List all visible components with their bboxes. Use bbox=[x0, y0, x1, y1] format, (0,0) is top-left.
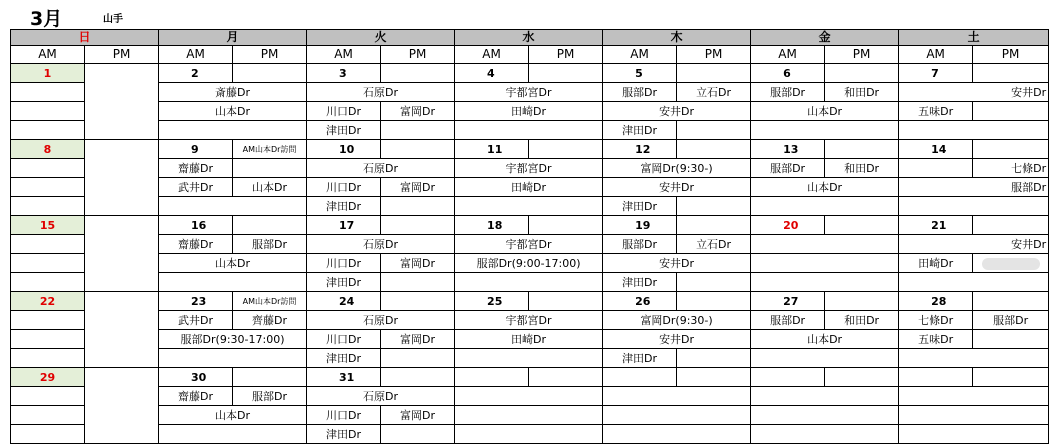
weekday-header: 月 bbox=[159, 30, 307, 46]
sunday-am-cell bbox=[11, 197, 85, 216]
date-pm-cell bbox=[381, 292, 455, 311]
doctor-day-cell: 石原Dr bbox=[307, 387, 455, 406]
sunday-am-cell bbox=[11, 159, 85, 178]
am-header: AM bbox=[11, 46, 85, 64]
doctor-day-cell: 石原Dr bbox=[307, 159, 455, 178]
doctor-am-cell: 服部Dr bbox=[751, 83, 825, 102]
am-header: AM bbox=[159, 46, 233, 64]
doctor-am-cell: 津田Dr bbox=[307, 273, 381, 292]
date-pm-cell bbox=[529, 140, 603, 159]
date-pm-cell: AM山本Dr訪問 bbox=[233, 292, 307, 311]
schedule-table bbox=[10, 29, 1049, 444]
redacted-mark bbox=[982, 258, 1040, 270]
sunday-pm-cell bbox=[85, 64, 159, 140]
pm-header: PM bbox=[529, 46, 603, 64]
date-cell: 17 bbox=[307, 216, 381, 235]
doctor-pm-cell bbox=[677, 273, 751, 292]
date-pm-cell bbox=[529, 368, 603, 387]
date-cell: 20 bbox=[751, 216, 825, 235]
sunday-am-cell bbox=[11, 349, 85, 368]
location-label: 山手 bbox=[103, 14, 123, 25]
doctor-row bbox=[11, 235, 1049, 254]
doctor-pm-cell bbox=[677, 349, 751, 368]
doctor-day-cell: 田崎Dr bbox=[455, 330, 603, 349]
date-pm-cell bbox=[381, 216, 455, 235]
doctor-day-cell bbox=[603, 387, 751, 406]
doctor-day-cell: 富岡Dr(9:30-) bbox=[603, 159, 751, 178]
doctor-day-cell: 山本Dr bbox=[159, 406, 307, 425]
doctor-row bbox=[11, 121, 1049, 140]
doctor-am-cell: 津田Dr bbox=[603, 273, 677, 292]
doctor-pm-cell bbox=[381, 349, 455, 368]
ampm-header-row bbox=[11, 46, 1049, 64]
doctor-row bbox=[11, 254, 1049, 273]
sunday-am-cell bbox=[11, 83, 85, 102]
am-header: AM bbox=[751, 46, 825, 64]
doctor-day-cell bbox=[455, 121, 603, 140]
doctor-day-cell bbox=[751, 121, 899, 140]
doctor-am-cell: 武井Dr bbox=[159, 178, 233, 197]
date-cell: 2 bbox=[159, 64, 233, 83]
date-cell: 24 bbox=[307, 292, 381, 311]
doctor-pm-cell bbox=[677, 121, 751, 140]
date-cell: 26 bbox=[603, 292, 677, 311]
doctor-day-cell bbox=[751, 235, 899, 254]
date-cell: 19 bbox=[603, 216, 677, 235]
doctor-pm-cell: 齊藤Dr bbox=[233, 311, 307, 330]
doctor-day-cell: 安井Dr bbox=[899, 83, 1049, 102]
doctor-am-cell: 津田Dr bbox=[603, 121, 677, 140]
doctor-am-cell: 五味Dr bbox=[899, 330, 973, 349]
date-cell: 7 bbox=[899, 64, 973, 83]
doctor-row bbox=[11, 387, 1049, 406]
date-cell: 9 bbox=[159, 140, 233, 159]
sunday-am-cell bbox=[11, 254, 85, 273]
doctor-pm-cell bbox=[381, 273, 455, 292]
doctor-pm-cell: 和田Dr bbox=[825, 159, 899, 178]
doctor-am-cell: 川口Dr bbox=[307, 102, 381, 121]
doctor-row bbox=[11, 178, 1049, 197]
doctor-pm-cell: 立石Dr bbox=[677, 235, 751, 254]
doctor-pm-cell: 和田Dr bbox=[825, 83, 899, 102]
date-pm-cell bbox=[825, 368, 899, 387]
date-pm-cell bbox=[677, 292, 751, 311]
date-cell: 10 bbox=[307, 140, 381, 159]
doctor-am-cell: 服部Dr bbox=[751, 311, 825, 330]
doctor-day-cell bbox=[751, 387, 899, 406]
doctor-row bbox=[11, 406, 1049, 425]
weekday-header: 金 bbox=[751, 30, 899, 46]
doctor-pm-cell bbox=[973, 330, 1049, 349]
date-pm-cell bbox=[233, 368, 307, 387]
doctor-row bbox=[11, 273, 1049, 292]
doctor-am-cell: 津田Dr bbox=[307, 425, 381, 444]
doctor-day-cell bbox=[751, 273, 899, 292]
sunday-am-cell bbox=[11, 235, 85, 254]
date-pm-cell bbox=[973, 292, 1049, 311]
doctor-day-cell bbox=[159, 121, 307, 140]
date-pm-cell bbox=[381, 64, 455, 83]
date-row bbox=[11, 64, 1049, 83]
doctor-am-cell: 齋藤Dr bbox=[159, 387, 233, 406]
date-row bbox=[11, 140, 1049, 159]
doctor-am-cell: 津田Dr bbox=[307, 197, 381, 216]
doctor-day-cell bbox=[603, 406, 751, 425]
doctor-day-cell: 山本Dr bbox=[751, 102, 899, 121]
date-pm-cell bbox=[529, 216, 603, 235]
doctor-pm-cell: 富岡Dr bbox=[381, 330, 455, 349]
doctor-am-cell: 川口Dr bbox=[307, 254, 381, 273]
date-cell: 16 bbox=[159, 216, 233, 235]
doctor-pm-cell bbox=[973, 254, 1049, 273]
date-cell bbox=[603, 368, 677, 387]
date-cell-sunday: 8 bbox=[11, 140, 85, 159]
sunday-am-cell bbox=[11, 273, 85, 292]
date-cell: 18 bbox=[455, 216, 529, 235]
am-header: AM bbox=[603, 46, 677, 64]
am-header: AM bbox=[899, 46, 973, 64]
doctor-pm-cell: 山本Dr bbox=[233, 178, 307, 197]
sunday-am-cell bbox=[11, 425, 85, 444]
doctor-am-cell: 津田Dr bbox=[307, 121, 381, 140]
doctor-pm-cell: 富岡Dr bbox=[381, 102, 455, 121]
doctor-day-cell bbox=[899, 121, 1049, 140]
pm-header: PM bbox=[677, 46, 751, 64]
weekday-header: 日 bbox=[11, 30, 159, 46]
doctor-day-cell: 斎藤Dr bbox=[159, 83, 307, 102]
doctor-pm-cell: 服部Dr bbox=[973, 311, 1049, 330]
am-header: AM bbox=[455, 46, 529, 64]
date-pm-cell bbox=[825, 140, 899, 159]
doctor-day-cell bbox=[751, 197, 899, 216]
doctor-day-cell bbox=[751, 425, 899, 444]
doctor-day-cell bbox=[899, 425, 1049, 444]
doctor-day-cell: 宇都宮Dr bbox=[455, 311, 603, 330]
doctor-day-cell bbox=[603, 425, 751, 444]
date-cell: 12 bbox=[603, 140, 677, 159]
doctor-pm-cell: 富岡Dr bbox=[381, 178, 455, 197]
sunday-pm-cell bbox=[85, 216, 159, 292]
pm-header: PM bbox=[973, 46, 1049, 64]
date-cell: 3 bbox=[307, 64, 381, 83]
doctor-pm-cell: 服部Dr bbox=[233, 235, 307, 254]
sunday-am-cell bbox=[11, 121, 85, 140]
sunday-am-cell bbox=[11, 102, 85, 121]
doctor-day-cell: 安井Dr bbox=[603, 330, 751, 349]
doctor-pm-cell bbox=[973, 102, 1049, 121]
doctor-day-cell: 服部Dr(9:30-17:00) bbox=[159, 330, 307, 349]
date-cell: 25 bbox=[455, 292, 529, 311]
doctor-am-cell: 川口Dr bbox=[307, 330, 381, 349]
date-cell: 31 bbox=[307, 368, 381, 387]
date-pm-cell: AM山本Dr訪問 bbox=[233, 140, 307, 159]
date-cell: 30 bbox=[159, 368, 233, 387]
doctor-row bbox=[11, 349, 1049, 368]
weekday-header: 水 bbox=[455, 30, 603, 46]
doctor-am-cell bbox=[899, 159, 973, 178]
date-cell-sunday: 29 bbox=[11, 368, 85, 387]
doctor-day-cell: 石原Dr bbox=[307, 83, 455, 102]
date-pm-cell bbox=[529, 292, 603, 311]
doctor-am-cell: 川口Dr bbox=[307, 406, 381, 425]
doctor-day-cell: 山本Dr bbox=[159, 254, 307, 273]
sunday-pm-cell bbox=[85, 368, 159, 444]
doctor-am-cell: 五味Dr bbox=[899, 102, 973, 121]
doctor-day-cell: 石原Dr bbox=[307, 235, 455, 254]
sunday-am-cell bbox=[11, 387, 85, 406]
doctor-day-cell bbox=[899, 387, 1049, 406]
doctor-day-cell: 山本Dr bbox=[751, 330, 899, 349]
date-cell-sunday: 15 bbox=[11, 216, 85, 235]
doctor-day-cell bbox=[159, 425, 307, 444]
date-row bbox=[11, 216, 1049, 235]
pm-header: PM bbox=[85, 46, 159, 64]
date-cell: 5 bbox=[603, 64, 677, 83]
doctor-day-cell: 石原Dr bbox=[307, 311, 455, 330]
doctor-am-cell: 七條Dr bbox=[899, 311, 973, 330]
doctor-pm-cell bbox=[677, 197, 751, 216]
doctor-day-cell: 安井Dr bbox=[603, 178, 751, 197]
date-cell: 28 bbox=[899, 292, 973, 311]
date-pm-cell bbox=[973, 368, 1049, 387]
doctor-am-cell: 服部Dr bbox=[603, 83, 677, 102]
doctor-pm-cell: 七條Dr bbox=[973, 159, 1049, 178]
sunday-am-cell bbox=[11, 178, 85, 197]
doctor-day-cell bbox=[751, 349, 899, 368]
doctor-day-cell bbox=[455, 406, 603, 425]
doctor-am-cell: 服部Dr bbox=[603, 235, 677, 254]
doctor-day-cell bbox=[159, 273, 307, 292]
doctor-day-cell bbox=[455, 273, 603, 292]
doctor-am-cell: 田崎Dr bbox=[899, 254, 973, 273]
doctor-pm-cell: 立石Dr bbox=[677, 83, 751, 102]
doctor-am-cell: 川口Dr bbox=[307, 178, 381, 197]
doctor-day-cell: 宇都宮Dr bbox=[455, 235, 603, 254]
doctor-am-cell: 服部Dr bbox=[751, 159, 825, 178]
doctor-pm-cell: 和田Dr bbox=[825, 311, 899, 330]
date-pm-cell bbox=[825, 64, 899, 83]
doctor-day-cell: 田崎Dr bbox=[455, 102, 603, 121]
doctor-day-cell: 宇都宮Dr bbox=[455, 159, 603, 178]
doctor-pm-cell bbox=[381, 197, 455, 216]
doctor-row bbox=[11, 83, 1049, 102]
doctor-pm-cell bbox=[233, 159, 307, 178]
date-pm-cell bbox=[677, 64, 751, 83]
doctor-row bbox=[11, 102, 1049, 121]
doctor-pm-cell bbox=[381, 121, 455, 140]
date-cell bbox=[899, 368, 973, 387]
date-pm-cell bbox=[973, 216, 1049, 235]
date-cell: 13 bbox=[751, 140, 825, 159]
date-pm-cell bbox=[973, 64, 1049, 83]
date-pm-cell bbox=[677, 216, 751, 235]
doctor-day-cell: 富岡Dr(9:30-) bbox=[603, 311, 751, 330]
pm-header: PM bbox=[825, 46, 899, 64]
doctor-day-cell: 田崎Dr bbox=[455, 178, 603, 197]
doctor-day-cell bbox=[751, 406, 899, 425]
doctor-day-cell bbox=[899, 273, 1049, 292]
date-cell: 14 bbox=[899, 140, 973, 159]
weekday-header: 土 bbox=[899, 30, 1049, 46]
date-cell: 27 bbox=[751, 292, 825, 311]
doctor-day-cell: 宇都宮Dr bbox=[455, 83, 603, 102]
doctor-row bbox=[11, 311, 1049, 330]
sunday-am-cell bbox=[11, 406, 85, 425]
date-cell-sunday: 22 bbox=[11, 292, 85, 311]
doctor-row bbox=[11, 425, 1049, 444]
doctor-am-cell: 津田Dr bbox=[307, 349, 381, 368]
date-cell: 11 bbox=[455, 140, 529, 159]
doctor-pm-cell: 服部Dr bbox=[233, 387, 307, 406]
doctor-day-cell: 山本Dr bbox=[159, 102, 307, 121]
sunday-am-cell bbox=[11, 330, 85, 349]
date-row bbox=[11, 292, 1049, 311]
date-row bbox=[11, 368, 1049, 387]
pm-header: PM bbox=[381, 46, 455, 64]
sunday-pm-cell bbox=[85, 292, 159, 368]
doctor-pm-cell: 富岡Dr bbox=[381, 406, 455, 425]
doctor-am-cell: 齋藤Dr bbox=[159, 235, 233, 254]
doctor-day-cell: 安井Dr bbox=[603, 102, 751, 121]
doctor-am-cell: 津田Dr bbox=[603, 197, 677, 216]
date-pm-cell bbox=[381, 140, 455, 159]
pm-header: PM bbox=[233, 46, 307, 64]
doctor-day-cell bbox=[455, 387, 603, 406]
date-cell: 6 bbox=[751, 64, 825, 83]
weekday-header: 木 bbox=[603, 30, 751, 46]
date-cell: 4 bbox=[455, 64, 529, 83]
am-header: AM bbox=[307, 46, 381, 64]
doctor-day-cell: 服部Dr(9:00-17:00) bbox=[455, 254, 603, 273]
doctor-day-cell bbox=[159, 349, 307, 368]
date-pm-cell bbox=[825, 216, 899, 235]
doctor-day-cell bbox=[159, 197, 307, 216]
doctor-am-cell: 齋藤Dr bbox=[159, 159, 233, 178]
doctor-day-cell bbox=[455, 425, 603, 444]
date-cell: 23 bbox=[159, 292, 233, 311]
doctor-row bbox=[11, 197, 1049, 216]
weekday-header: 火 bbox=[307, 30, 455, 46]
date-pm-cell bbox=[529, 64, 603, 83]
sunday-pm-cell bbox=[85, 140, 159, 216]
doctor-day-cell bbox=[751, 254, 899, 273]
doctor-day-cell bbox=[455, 197, 603, 216]
date-cell-sunday: 1 bbox=[11, 64, 85, 83]
doctor-day-cell bbox=[899, 406, 1049, 425]
doctor-day-cell bbox=[455, 349, 603, 368]
date-cell bbox=[751, 368, 825, 387]
sunday-am-cell bbox=[11, 311, 85, 330]
doctor-day-cell: 山本Dr bbox=[751, 178, 899, 197]
date-pm-cell bbox=[677, 140, 751, 159]
month-title: 3月 bbox=[30, 8, 63, 30]
date-pm-cell bbox=[381, 368, 455, 387]
date-pm-cell bbox=[233, 216, 307, 235]
doctor-am-cell: 津田Dr bbox=[603, 349, 677, 368]
date-pm-cell bbox=[233, 64, 307, 83]
doctor-am-cell: 武井Dr bbox=[159, 311, 233, 330]
date-pm-cell bbox=[825, 292, 899, 311]
doctor-pm-cell: 富岡Dr bbox=[381, 254, 455, 273]
doctor-row bbox=[11, 159, 1049, 178]
doctor-day-cell: 安井Dr bbox=[603, 254, 751, 273]
doctor-day-cell: 安井Dr bbox=[899, 235, 1049, 254]
doctor-row bbox=[11, 330, 1049, 349]
date-cell: 21 bbox=[899, 216, 973, 235]
doctor-day-cell bbox=[899, 349, 1049, 368]
doctor-day-cell bbox=[899, 197, 1049, 216]
date-pm-cell bbox=[677, 368, 751, 387]
weekday-header-row bbox=[11, 30, 1049, 46]
date-pm-cell bbox=[973, 140, 1049, 159]
doctor-day-cell: 服部Dr bbox=[899, 178, 1049, 197]
date-cell bbox=[455, 368, 529, 387]
doctor-pm-cell bbox=[381, 425, 455, 444]
